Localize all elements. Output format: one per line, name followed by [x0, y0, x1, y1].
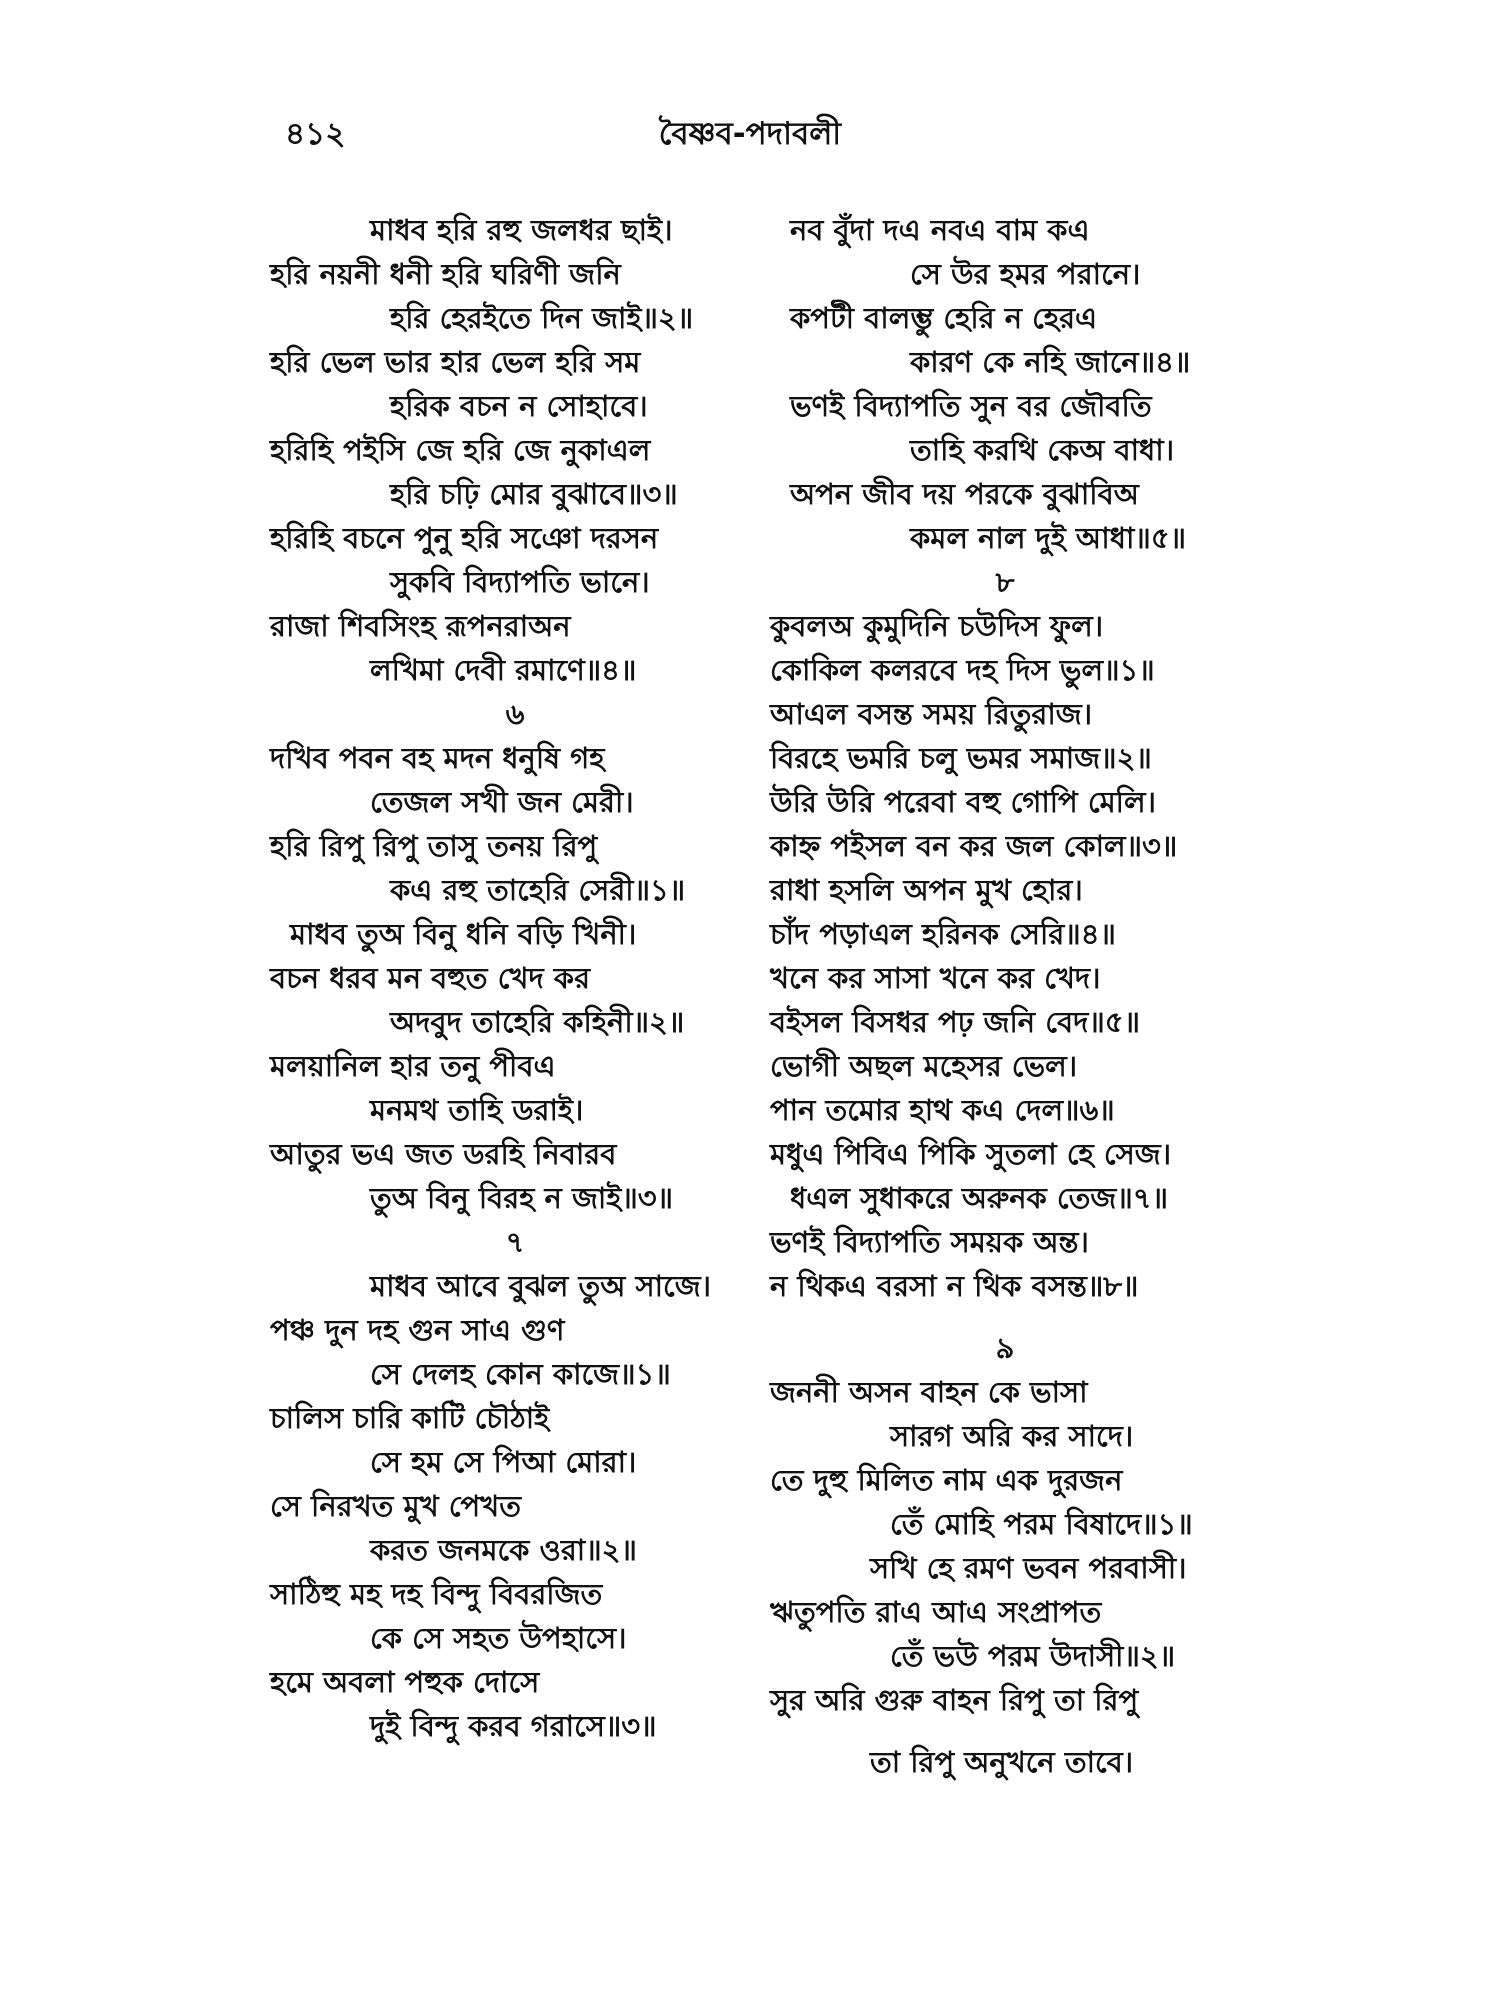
poem-number: ৯	[995, 1331, 1015, 1365]
verse-line: মলয়ানিল হার তনু পীবএ	[270, 1049, 556, 1083]
section-gap	[770, 1308, 1240, 1326]
poem-number: ৭	[505, 1225, 525, 1259]
verse-line: সে হম সে পিআ মোরা।	[370, 1445, 637, 1479]
running-title: বৈষ্ণব-পদাবলী	[658, 116, 842, 152]
verse-line: মাধব হরি রহু জলধর ছাই।	[370, 213, 673, 247]
verse-line: ঋতুপতি রাএ আএ সংপ্রাপত	[770, 1595, 1102, 1629]
verse-line: বিরহে ভমরি চলু ভমর সমাজ॥২॥	[770, 741, 1152, 775]
verse-line: তেঁ মোহি পরম বিষাদে॥১॥	[890, 1507, 1193, 1541]
verse-line: তেজল সখী জন মেরী।	[370, 785, 634, 819]
verse-line: হরি নয়নী ধনী হরি ঘরিণী জনি	[270, 257, 621, 291]
verse-line: ভণই বিদ্যাপতি সময়ক অন্ত।	[770, 1225, 1089, 1259]
verse-line: সখি হে রমণ ভবন পরবাসী।	[870, 1551, 1187, 1585]
verse-line: সে দেলহ কোন কাজে॥১॥	[370, 1357, 671, 1391]
verse-line: পঞ্চ দুন দহ গুন সাএ গুণ	[270, 1313, 565, 1347]
verse-line: কুবলঅ কুমুদিনি চউদিস ফুল।	[770, 609, 1104, 643]
verse-line: রাধা হসলি অপন মুখ হোর।	[770, 873, 1083, 907]
page-number: ৪১২	[285, 116, 346, 152]
poem-number: ৮	[995, 565, 1015, 599]
verse-line: তুঅ বিনু বিরহ ন জাই॥৩॥	[370, 1181, 674, 1215]
right-column	[770, 208, 1240, 1784]
verse-line: বচন ধরব মন বহুত খেদ কর	[270, 961, 591, 995]
verse-line: ভোগী অছল মহেসর ভেল।	[770, 1049, 1078, 1083]
verse-line: মনমথ তাহি ডরাই।	[370, 1093, 584, 1127]
verse-line: হরিক বচন ন সোহাবে।	[390, 389, 648, 423]
verse-line: লখিমা দেবী রমাণে॥৪॥	[370, 653, 637, 687]
verse-line: কাহ্ন পইসল বন কর জল কোল॥৩॥	[770, 829, 1178, 863]
verse-line: সে নিরখত মুখ পেখত	[270, 1489, 521, 1523]
verse-line: সারগ অরি কর সাদে।	[890, 1419, 1134, 1453]
verse-line: সাঠিহু মহ দহ বিন্দু বিবরজিত	[270, 1577, 603, 1611]
verse-line: চাঁদ পড়াএল হরিনক সেরি॥৪॥	[770, 917, 1116, 951]
verse-line: আতুর ভএ জত ডরহি নিবারব	[270, 1137, 617, 1171]
verse-line: কপটী বালম্ভু হেরি ন হেরএ	[790, 301, 1098, 335]
verse-line: ধএল সুধাকরে অরুনক তেজ॥৭॥	[790, 1181, 1169, 1215]
verse-line: হরি রিপু রিপু তাসু তনয় রিপু	[270, 829, 598, 863]
verse-line: কএ রহু তাহেরি সেরী॥১॥	[390, 873, 686, 907]
verse-line: খনে কর সাসা খনে কর খেদ।	[770, 961, 1101, 995]
left-column	[270, 208, 760, 1748]
verse-line: করত জনমকে ওরা॥২॥	[370, 1533, 637, 1567]
verse-line: ভণই বিদ্যাপতি সুন বর জৌবতি	[790, 389, 1152, 423]
verse-line: তা রিপু অনুখনে তাবে।	[870, 1745, 1134, 1779]
verse-line: বইসল বিসধর পঢ় জনি বেদ॥৫॥	[770, 1005, 1140, 1039]
page-header	[0, 110, 1500, 160]
verse-line: মাধব আবে বুঝল তুঅ সাজে।	[370, 1269, 712, 1303]
verse-line: সুর অরি গুরু বাহন রিপু তা রিপু	[770, 1683, 1139, 1717]
verse-line: অদবুদ তাহেরি কহিনী॥২॥	[390, 1005, 685, 1039]
verse-line: পান তমোর হাথ কএ দেল॥৬॥	[770, 1093, 1115, 1127]
section-gap	[770, 1722, 1240, 1740]
verse-line: তাহি করথি কেঅ বাধা।	[910, 433, 1175, 467]
verse-line: হরিহি বচনে পুনু হরি সঞো দরসন	[270, 521, 659, 555]
verse-line: হমে অবলা পহুক দোসে	[270, 1665, 540, 1699]
verse-line: তে দুহু মিলিত নাম এক দুরজন	[770, 1463, 1123, 1497]
verse-line: তেঁ ভউ পরম উদাসী॥২॥	[890, 1639, 1176, 1673]
verse-line: জননী অসন বাহন কে ভাসা	[770, 1375, 1088, 1409]
verse-line: আএল বসন্ত সময় রিতুরাজ।	[770, 697, 1093, 731]
verse-line: কমল নাল দুই আধা॥৫॥	[910, 521, 1187, 555]
verse-line: উরি উরি পরেবা বহু গোপি মেলি।	[770, 785, 1156, 819]
verse-line: দুই বিন্দু করব গরাসে॥৩॥	[370, 1709, 657, 1743]
verse-line: সে উর হমর পরানে।	[910, 257, 1141, 291]
verse-line: ন থিকএ বরসা ন থিক বসন্ত॥৮॥	[770, 1269, 1139, 1303]
verse-line: সুকবি বিদ্যাপতি ভানে।	[390, 565, 650, 599]
verse-line: কে সে সহত উপহাসে।	[370, 1621, 627, 1655]
poem-number: ৬	[505, 697, 525, 731]
verse-line: হরি ভেল ভার হার ভেল হরি সম	[270, 345, 641, 379]
verse-line: চালিস চারি কাটি চৌঠাই	[270, 1401, 550, 1435]
verse-line: হরিহি পইসি জে হরি জে নুকাএল	[270, 433, 651, 467]
verse-line: কারণ কে নহি জানে॥৪॥	[910, 345, 1191, 379]
verse-line: হরি চঢ়ি মোর বুঝাবে॥৩॥	[390, 477, 678, 511]
verse-line: নব বুঁদা দএ নবএ বাম কএ	[790, 213, 1090, 247]
verse-line: মাধব তুঅ বিনু ধনি বড়ি খিনী।	[290, 917, 637, 951]
verse-line: রাজা শিবসিংহ রূপনরাঅন	[270, 609, 571, 643]
verse-line: অপন জীব দয় পরকে বুঝাবিঅ	[790, 477, 1139, 511]
verse-line: মধুএ পিবিএ পিকি সুতলা হে সেজ।	[770, 1137, 1172, 1171]
verse-line: দখিব পবন বহ মদন ধনুষি গহ	[270, 741, 605, 775]
verse-line: হরি হেরইতে দিন জাই॥২॥	[390, 301, 694, 335]
verse-line: কোকিল কলরবে দহ দিস ভুল॥১॥	[770, 653, 1155, 687]
